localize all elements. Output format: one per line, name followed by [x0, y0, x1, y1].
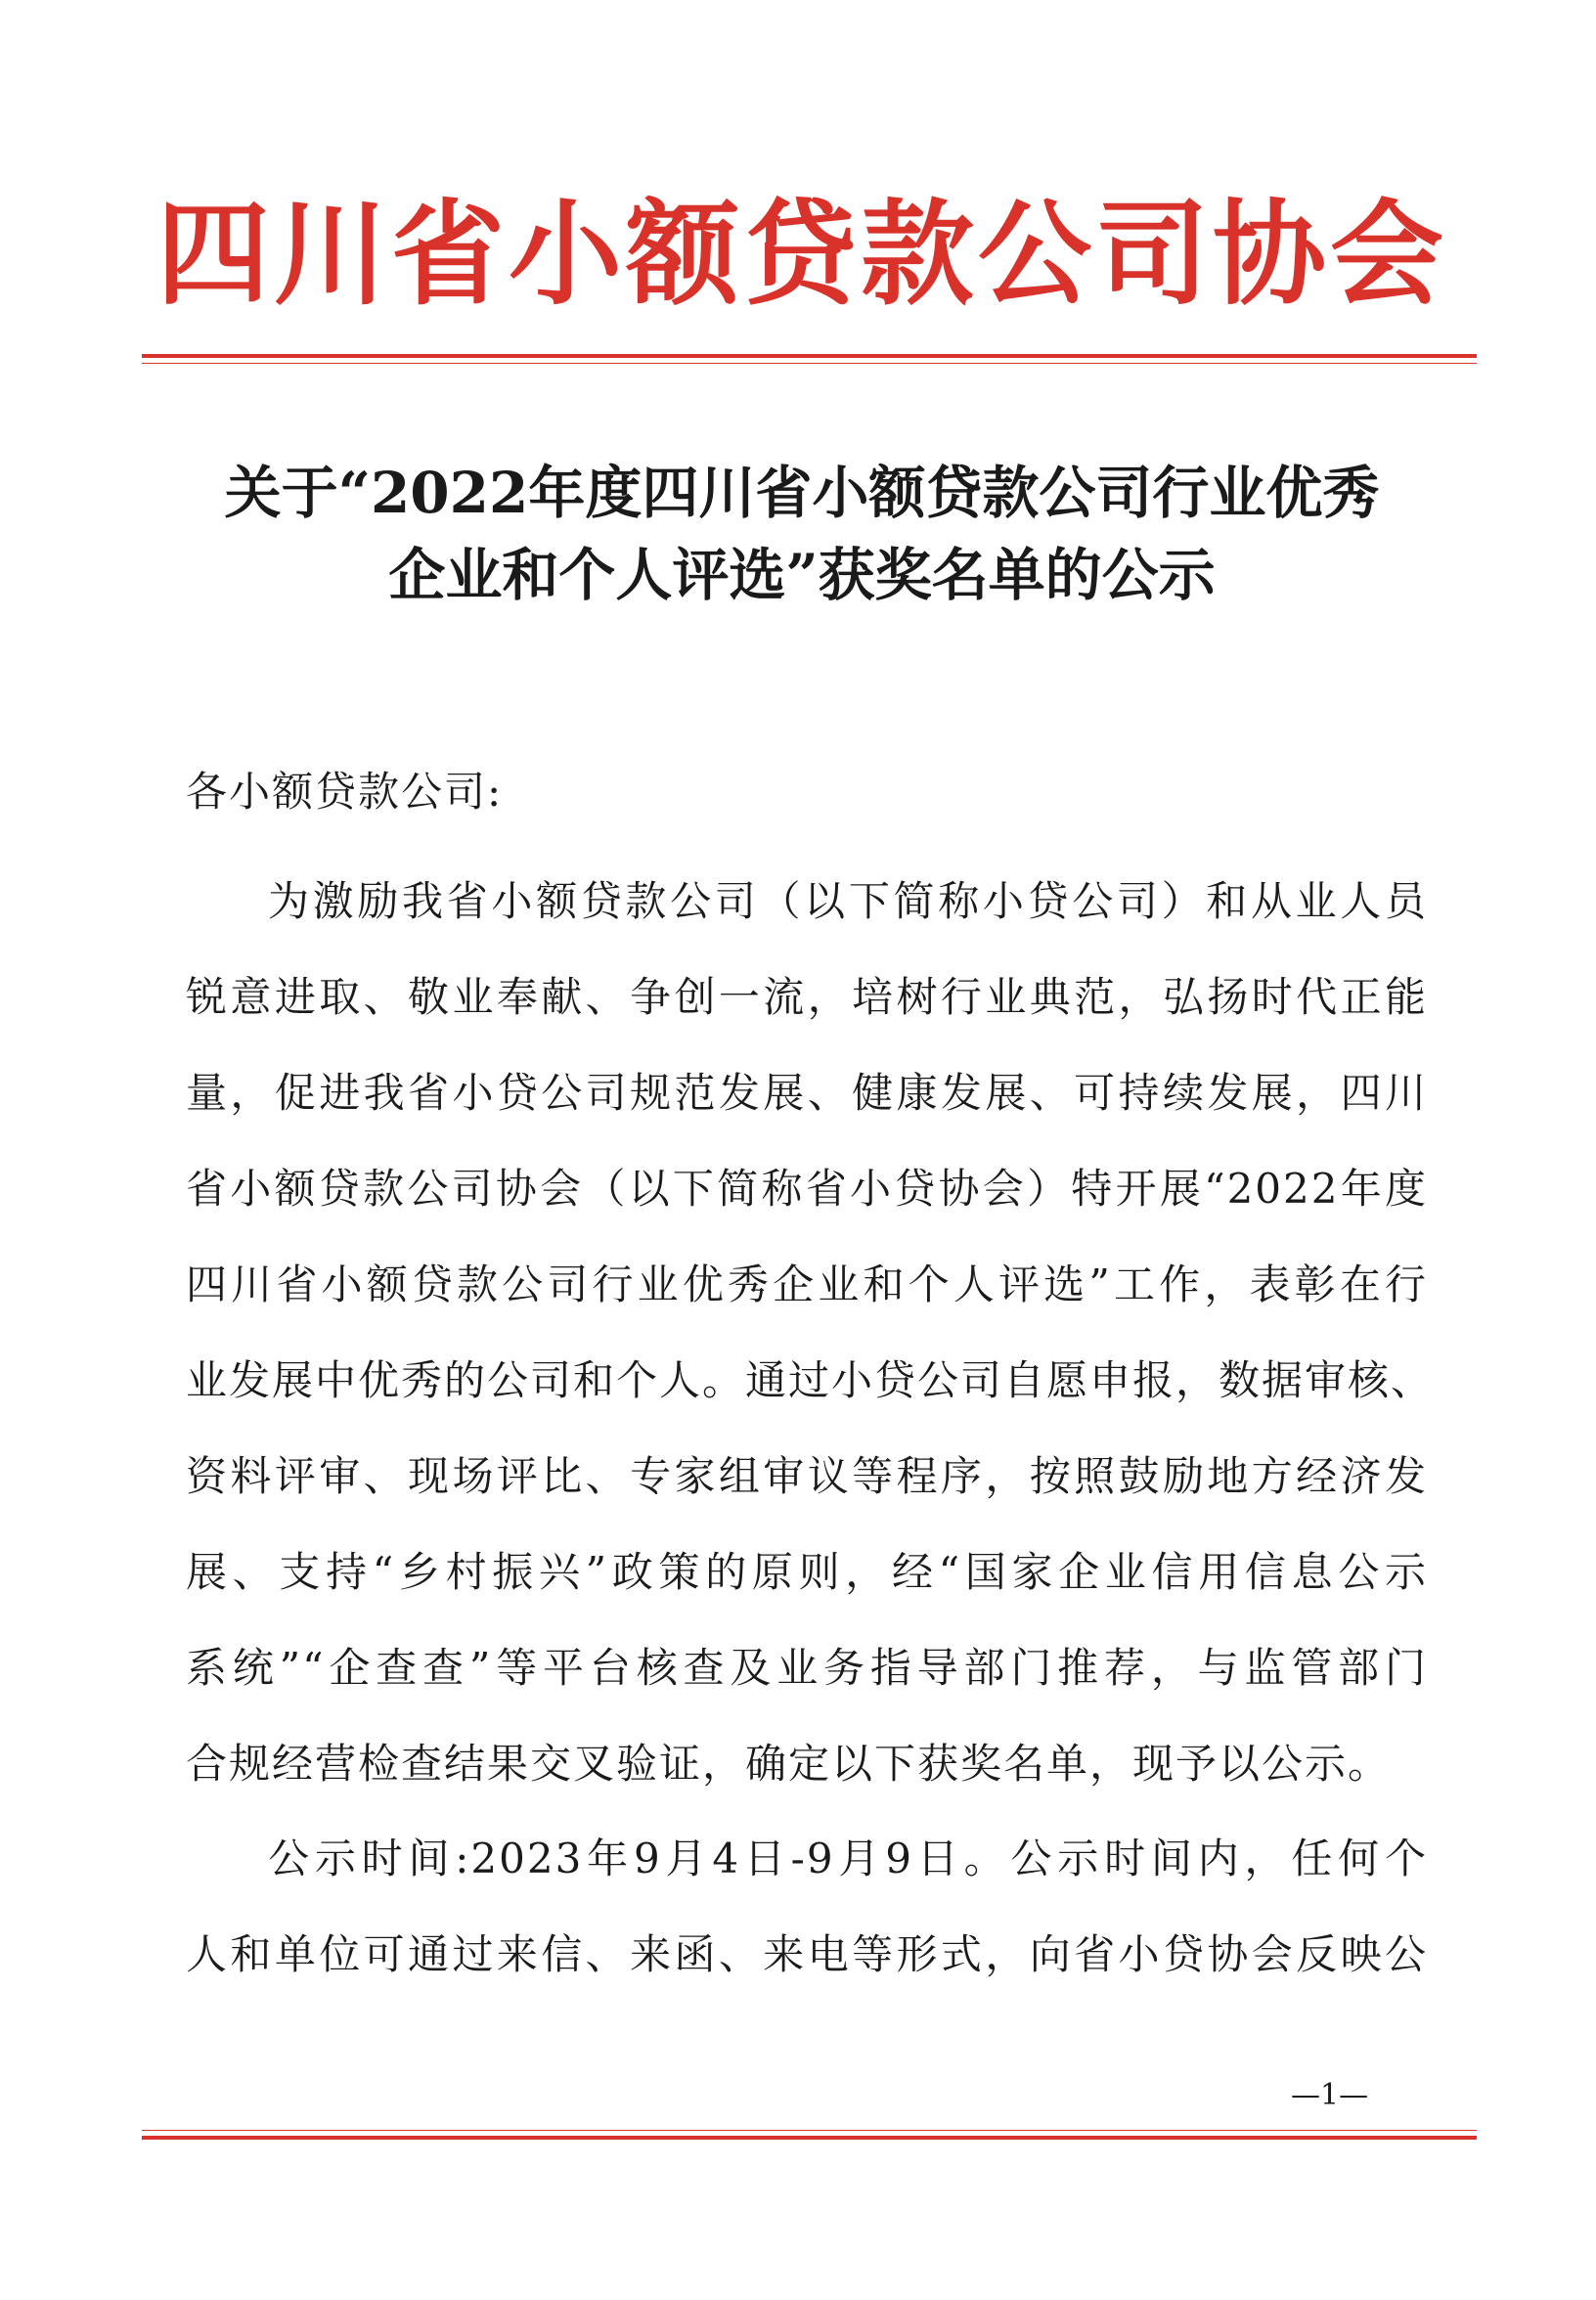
paragraph-line: 锐意进取、敬业奉献、争创一流，培树行业典范，弘扬时代正能	[186, 973, 1428, 1021]
document-title	[147, 452, 1457, 616]
paragraph-line: 公示时间:2023年9月4日-9月9日。公示时间内，任何个	[268, 1835, 1428, 1882]
header-rule-thin	[142, 363, 1477, 364]
paragraph-line: 人和单位可通过来信、来函、来电等形式，向省小贷协会反映公	[186, 1930, 1428, 1978]
paragraph-line: 资料评审、现场评比、专家组审议等程序，按照鼓励地方经济发	[186, 1452, 1428, 1500]
page-number: —1—	[1291, 2078, 1369, 2112]
footer-rule-thick	[142, 2136, 1477, 2140]
body-paragraph-1	[186, 854, 1435, 1812]
paragraph-line: 四川省小额贷款公司行业优秀企业和个人评选”工作，表彰在行	[186, 1261, 1428, 1308]
title-line-1: 关于“2022年度四川省小额贷款公司行业优秀	[224, 460, 1380, 526]
paragraph-line: 省小额贷款公司协会（以下简称省小贷协会）特开展“2022年度	[186, 1165, 1428, 1213]
paragraph-line: 为激励我省小额贷款公司（以下简称小贷公司）和从业人员	[268, 877, 1428, 925]
body-paragraph-2	[186, 1811, 1428, 2003]
organization-header: 四川省小额贷款公司协会	[156, 188, 1447, 321]
title-line-2: 企业和个人评选”获奖名单的公示	[388, 542, 1216, 608]
header-rule-thick	[142, 354, 1477, 358]
footer-rule-thin	[142, 2130, 1477, 2131]
paragraph-line: 合规经营检查结果交叉验证，确定以下获奖名单，现予以公示。	[186, 1740, 1392, 1788]
paragraph-line: 展、支持“乡村振兴”政策的原则，经“国家企业信用信息公示	[186, 1548, 1428, 1596]
salutation: 各小额贷款公司:	[186, 768, 504, 816]
paragraph-line: 系统”“企查查”等平台核查及业务指导部门推荐，与监管部门	[186, 1644, 1428, 1692]
paragraph-line: 量，促进我省小贷公司规范发展、健康发展、可持续发展，四川	[186, 1069, 1428, 1117]
paragraph-line: 业发展中优秀的公司和个人。通过小贷公司自愿申报，数据审核、	[186, 1356, 1435, 1404]
